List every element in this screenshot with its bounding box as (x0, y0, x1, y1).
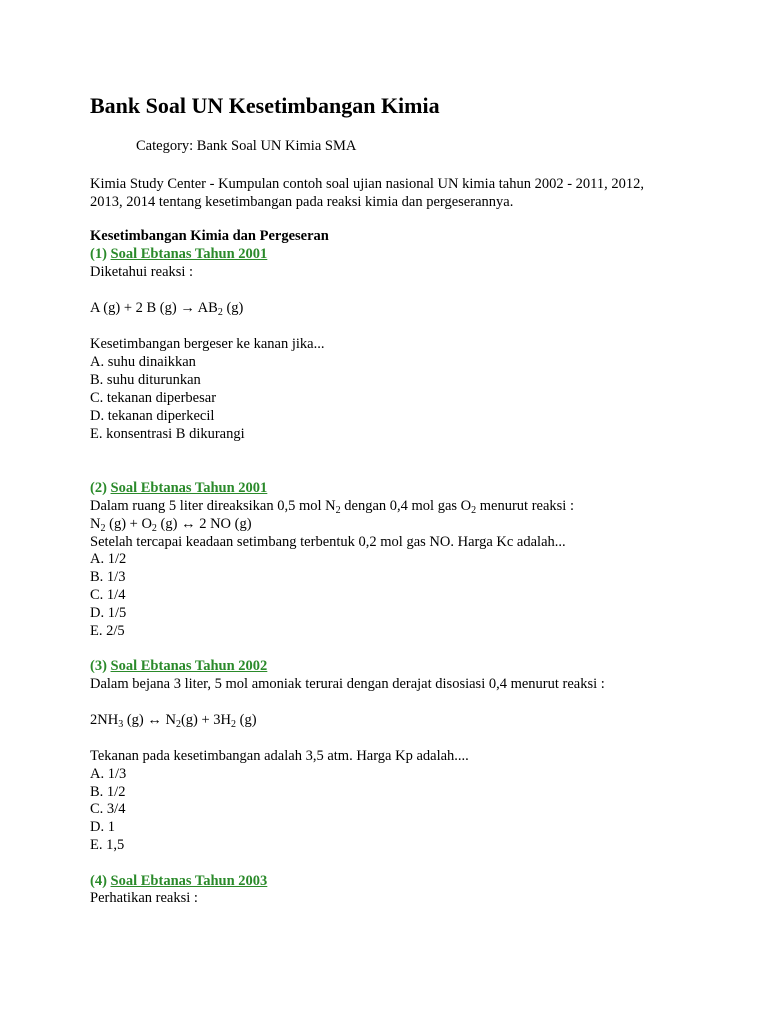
question-2-prompt: Setelah tercapai keadaan setimbang terbentuk 0,2 mol gas NO. Harga Kc adalah... (90, 534, 566, 550)
question-1-heading (90, 245, 267, 263)
question-3-intro: Dalam bejana 3 liter, 5 mol amoniak terurai dengan derajat disosiasi 0,4 menurut reaksi : (90, 676, 605, 692)
question-2-intro: Dalam ruang 5 liter direaksikan 0,5 mol $N_2$ dengan 0,4 mol gas $O_2$ menurut reaksi : (90, 498, 574, 516)
section-heading: Kesetimbangan Kimia dan Pergeseran (90, 228, 329, 244)
question-2-option-e: E. 2/5 (90, 623, 125, 639)
question-3-reaction: $2NH_3$ (g) ↔ $N_2(g) + 3H_2$ (g) (90, 712, 257, 730)
question-1-reaction: A (g) + 2 B $(g) \to AB_2$ (g) (90, 300, 244, 318)
question-3-option-c: C. 3/4 (90, 801, 126, 817)
question-2-option-d: D. 1/5 (90, 605, 127, 621)
question-3-option-e: E. 1,5 (90, 837, 125, 853)
page-title: Bank Soal UN Kesetimbangan Kimia (90, 93, 440, 118)
question-4-intro: Perhatikan reaksi : (90, 890, 198, 906)
question-number: (2) (90, 480, 107, 496)
question-1-option-e: E. konsentrasi B dikurangi (90, 426, 245, 442)
question-number: (4) (90, 873, 107, 889)
question-1-option-d: D. tekanan diperkecil (90, 408, 215, 424)
question-3-option-b: B. 1/2 (90, 784, 126, 800)
question-number: (1) (90, 246, 107, 262)
question-3-option-d: D. 1 (90, 819, 115, 835)
question-3-heading (90, 657, 267, 675)
question-1-option-c: C. tekanan diperbesar (90, 390, 217, 406)
question-2-reaction: $N_2$ $(g) + O_2$ (g) ↔ 2 NO (g) (90, 516, 252, 534)
intro-line: 2013, 2014 tentang kesetimbangan pada reaksi kimia dan pergeserannya. (90, 194, 514, 210)
question-1-option-b: B. suhu diturunkan (90, 372, 201, 388)
question-1-intro: Diketahui reaksi : (90, 264, 194, 280)
question-2-source-link[interactable]: Soal Ebtanas Tahun 2001 (110, 480, 268, 496)
category-line: Category: Bank Soal UN Kimia SMA (136, 138, 357, 154)
question-2-option-c: C. 1/4 (90, 587, 126, 603)
question-2-option-a: A. 1/2 (90, 551, 127, 567)
question-1-source-link[interactable]: Soal Ebtanas Tahun 2001 (110, 246, 268, 262)
intro-paragraph (90, 175, 680, 211)
question-3-option-a: A. 1/3 (90, 766, 127, 782)
question-4-heading (90, 872, 267, 890)
question-2-option-b: B. 1/3 (90, 569, 126, 585)
question-2-heading (90, 479, 267, 497)
question-1-prompt: Kesetimbangan bergeser ke kanan jika... (90, 336, 325, 352)
question-number: (3) (90, 658, 107, 674)
question-4-source-link[interactable]: Soal Ebtanas Tahun 2003 (110, 873, 268, 889)
question-3-prompt: Tekanan pada kesetimbangan adalah 3,5 atm. Harga Kp adalah.... (90, 748, 469, 764)
intro-line: Kimia Study Center - Kumpulan contoh soal ujian nasional UN kimia tahun 2002 - 2011, 2012, (90, 176, 645, 192)
question-3-source-link[interactable]: Soal Ebtanas Tahun 2002 (110, 658, 268, 674)
question-1-option-a: A. suhu dinaikkan (90, 354, 196, 370)
